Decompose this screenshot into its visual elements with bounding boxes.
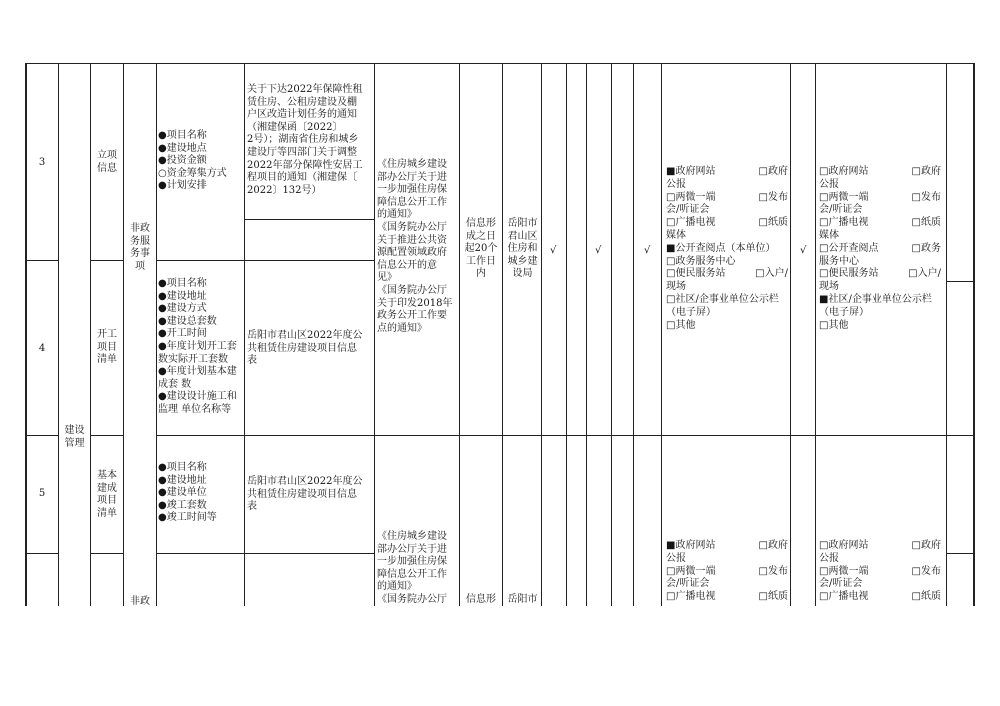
channel-option: □发布 [911,565,941,577]
channel-option: □便民服务站 [666,268,726,280]
check-mark: √ [595,245,602,256]
channel-option: 会/听证会 [819,578,863,590]
channel-option: □纸质 [911,217,941,229]
item-name: 立项 信息 [97,150,117,174]
channel-option: □入户/ [908,268,941,280]
channel-option: □两微一端 [666,565,716,577]
table-rule [541,63,542,606]
channel-row [666,591,788,604]
channel-option: □纸质 [758,217,788,229]
channel-option: 会/听证会 [819,204,863,216]
channel-option: 公报 [819,552,839,564]
channel-row [819,307,941,320]
channel-row [666,217,788,230]
channel-option: □政府 [758,166,788,177]
channel-option: □社区/企事业单位公示栏 [666,293,779,305]
channel-row [819,566,941,579]
channel-row [819,281,941,294]
table-rule [156,435,974,436]
row-number: 3 [38,157,46,168]
time-limit: 信息形 [466,594,496,605]
table-rule [156,553,374,554]
channel-row [819,204,941,217]
channel-option: 服务中心 [819,255,859,267]
channel-row [666,230,788,243]
table-rule [946,281,974,282]
channel-option: □纸质 [758,591,788,603]
channel-row [666,294,788,307]
channel-option: 现场 [819,281,839,293]
subject-type: 非政 务服 务事 项 [130,223,150,272]
channel-option: □广播电视 [666,217,716,229]
table-rule [790,63,791,606]
table-rule [25,63,27,606]
channel-row [819,553,941,566]
channel-option: □政府 [911,540,941,551]
channel-option: □政府 [911,166,941,177]
table-rule [90,553,123,554]
channel-row [819,256,941,269]
channel-option: □两微一端 [819,191,869,203]
channel-row [819,166,941,179]
channel-option: （电子屏） [819,306,869,318]
channel-option: □广播电视 [819,591,869,603]
channel-row [666,566,788,579]
basis-policy: 《住房城乡建设 部办公厅关于进 一步加强住房保 障信息公开工作 的通知》 《国务院办公厅 [377,531,447,605]
channel-option: □发布 [758,565,788,577]
basis-document: 关于下达2022年保障性租 赁住房、公租房建设及棚 户区改造计划任务的通知 （湘建保函〔2022〕 2号）；湖南省住房和城乡 建设厅等四部门关于调整 2022年部分保障性安居工 程项目的通知（湘建保〔 2022〕132号） [247,84,363,196]
channel-row [666,256,788,269]
channel-row [666,243,788,256]
table-rule [586,63,587,606]
channel-row [666,320,788,333]
channel-row [666,540,788,553]
table-rule [566,63,567,606]
channel-row [819,230,941,243]
table-rule [244,219,374,220]
channel-row [819,192,941,205]
table-rule [661,63,662,606]
channel-option: □其他 [666,319,696,331]
content-list: ●项目名称 ●建设地点 ●投资金额 ○资金筹集方式 ●计划安排 [158,130,227,192]
channel-option: □政务服务中心 [666,255,736,267]
row-number: 5 [38,488,46,499]
table-rule [26,553,58,554]
channel-row [819,591,941,604]
channel-option: □纸质 [911,591,941,603]
table-rule [90,435,123,436]
channel-option: □两微一端 [819,565,869,577]
channel-option: 现场 [666,281,686,293]
channel-row [819,179,941,192]
channel-option: □公开查阅点 [819,242,879,254]
channel-option: □发布 [911,191,941,203]
table-rule [973,63,975,606]
table-rule [26,260,58,261]
channel-option: □广播电视 [666,591,716,603]
channel-option: □入户/ [755,268,788,280]
basis-document: 岳阳市君山区2022年度公 共租赁住房建设项目信息 表 [247,476,363,513]
channel-row [819,540,941,553]
channel-row [819,578,941,591]
channel-option: 媒体 [666,229,686,241]
channel-row [666,179,788,192]
channel-option: □政府网站 [819,166,869,177]
channel-option: □政务 [911,242,941,254]
channel-option: □政府 [758,540,788,551]
table-rule [374,63,375,606]
table-rule [26,435,58,436]
channel-option: ■公开查阅点（本单位） [666,242,776,254]
channel-list-gov [666,540,788,604]
basis-document: 岳阳市君山区2022年度公 共租赁住房建设项目信息 表 [247,330,363,367]
channel-option: 公报 [666,178,686,190]
channel-row [666,268,788,281]
check-mark: √ [550,245,557,256]
channel-row [666,192,788,205]
table-rule [946,63,947,606]
channel-row [666,553,788,566]
channel-option: 媒体 [819,229,839,241]
table-rule [244,63,245,606]
channel-list-gov [666,166,788,332]
check-mark: √ [644,245,651,256]
content-list: ●项目名称 ●建设地址 ●建设方式 ●建设总套数 ●开工时间 ●年度计划开工套 数实际开工套数 ●年度计划基本建 成套 数 ●建设设计施工和 监理 单位名称等 [158,278,237,415]
channel-option: 会/听证会 [666,204,710,216]
channel-option: □广播电视 [819,217,869,229]
table-rule [502,63,503,606]
table-rule [946,553,974,554]
row-number: 4 [38,343,46,354]
table-rule [611,63,612,606]
table-rule [633,63,634,606]
channel-option: 公报 [819,178,839,190]
content-list: ●项目名称 ●建设地址 ●建设单位 ●竣工套数 ●竣工时间等 [158,462,217,524]
table-rule [459,63,460,606]
channel-list-community [819,166,941,332]
channel-option: （电子屏） [666,306,716,318]
channel-row [666,166,788,179]
channel-row [666,307,788,320]
channel-option: □两微一端 [666,191,716,203]
item-name: 基本 建成 项目 清单 [97,470,117,519]
channel-list-community [819,540,941,604]
channel-row [666,281,788,294]
table-rule [58,63,59,606]
channel-option: ■政府网站 [666,166,716,177]
channel-row [666,204,788,217]
channel-row [819,217,941,230]
table-rule [815,63,816,606]
channel-row [666,578,788,591]
table-rule [123,63,124,606]
subject-type: 非政 [130,596,150,607]
channel-row [819,294,941,307]
channel-option: ■政府网站 [666,540,716,551]
channel-row [819,268,941,281]
channel-option: 会/听证会 [666,578,710,590]
channel-row [819,320,941,333]
channel-option: 公报 [666,552,686,564]
agency: 岳阳市 君山区 住房和 城乡建 设局 [507,218,538,280]
time-limit: 信息形 成之日 起20个 工作日 内 [464,218,498,280]
table-rule [156,260,374,261]
item-name: 开工 项目 清单 [97,329,117,366]
channel-option: □其他 [819,319,849,331]
channel-row [819,243,941,256]
table-rule [26,63,974,64]
agency: 岳阳市 [507,594,538,605]
basis-policy: 《住房城乡建设 部办公厅关于进 一步加强住房保 障信息公开工作 的通知》 《国务院办公厅 关于推进公共资 源配置领域政府 信息公开的意 见》 《国务院办公厅 关于印发2018年 政务公开工作要 点的通知》 [377,159,453,334]
channel-option: ■社区/企事业单位公示栏 [819,293,932,305]
channel-option: □便民服务站 [819,268,879,280]
check-mark: √ [800,245,807,256]
table-rule [156,63,157,606]
channel-option: □发布 [758,191,788,203]
channel-option: □政府网站 [819,540,869,551]
category-label: 建设 管理 [64,425,85,449]
table-rule [90,260,123,261]
